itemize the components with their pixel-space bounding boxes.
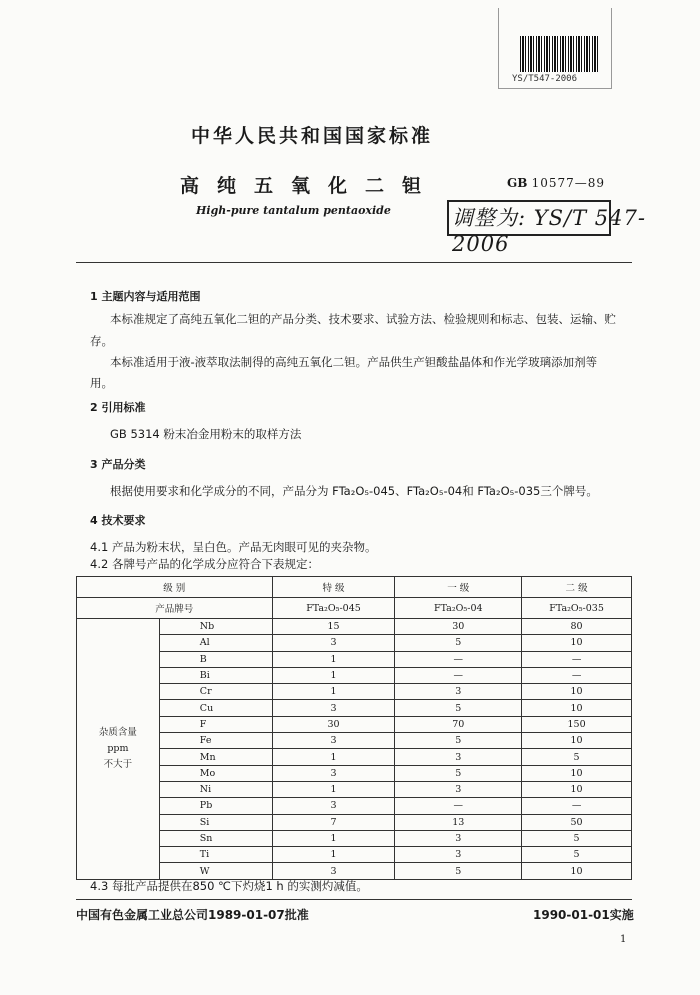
section-1-para-1-line-2: 存。 [90,334,113,348]
value-cell: 1 [272,651,395,667]
table-row [77,798,632,814]
section-4-title: 4 技术要求 [90,514,146,527]
header-divider [76,262,632,263]
chemical-composition-table [76,576,632,880]
value-cell: 10 [522,863,632,879]
section-4-2: 4.2 各牌号产品的化学成分应符合下表规定： [90,557,319,571]
brand-label: 产品牌号 [77,598,273,619]
value-cell: 80 [522,619,632,635]
section-3-text: 根据使用要求和化学成分的不同，产品分为 FTa₂O₅-045、FTa₂O₅-04和 FTa₂O₅-035三个牌号。 [110,484,598,498]
grade-special: 特 级 [272,577,395,598]
value-cell: 5 [395,765,522,781]
table-row [77,830,632,846]
table-row [77,716,632,732]
element-cell: Bi [159,667,272,683]
table-row [77,847,632,863]
value-cell: 15 [272,619,395,635]
value-cell: 3 [395,749,522,765]
value-cell: 1 [272,830,395,846]
value-cell: 10 [522,765,632,781]
value-cell: — [395,651,522,667]
value-cell: 30 [272,716,395,732]
value-cell: 5 [395,733,522,749]
document-title-english: High-pure tantalum pentaoxide [196,204,391,217]
value-cell: 10 [522,733,632,749]
value-cell: 3 [395,830,522,846]
value-cell: 150 [522,716,632,732]
section-2-reference: GB 5314 粉末冶金用粉末的取样方法 [110,427,302,441]
section-3-title: 3 产品分类 [90,458,146,471]
impurity-label [77,619,160,880]
table-row [77,619,632,635]
standard-code [507,176,605,190]
value-cell: — [395,667,522,683]
value-cell: — [395,798,522,814]
standard-number: 10577—89 [531,176,606,190]
value-cell: 70 [395,716,522,732]
approval-note: 中国有色金属工业总公司1989-01-07批准 [76,908,309,922]
value-cell: 1 [272,781,395,797]
value-cell: 1 [272,667,395,683]
table-header-brand-row [77,598,632,619]
table-row [77,651,632,667]
grade-first: 一 级 [395,577,522,598]
grade-second: 二 级 [522,577,632,598]
value-cell: 3 [272,700,395,716]
value-cell: 5 [395,700,522,716]
brand-035: FTa₂O₅-035 [522,598,632,619]
barcode-label: YS/T547-2006 [512,74,578,84]
value-cell: 5 [522,847,632,863]
section-4-3: 4.3 每批产品提供在850 ℃下灼烧1 h 的实测灼减值。 [90,879,368,893]
value-cell: 13 [395,814,522,830]
standard-prefix: GB [507,176,528,190]
document-title: 高纯五氧化二钽 [180,175,440,197]
table-row [77,700,632,716]
table-row [77,733,632,749]
footer-divider [76,899,632,900]
value-cell: 10 [522,684,632,700]
value-cell: 30 [395,619,522,635]
element-cell: Fe [159,733,272,749]
element-cell: F [159,716,272,732]
value-cell: 3 [272,863,395,879]
value-cell: — [522,667,632,683]
element-cell: Ni [159,781,272,797]
section-1-para-1-line-1: 本标准规定了高纯五氧化二钽的产品分类、技术要求、试验方法、检验规则和标志、包装、运输、贮 [110,312,616,326]
table-row [77,635,632,651]
element-cell: B [159,651,272,667]
section-2-title: 2 引用标准 [90,401,146,414]
barcode-icon [520,36,598,72]
value-cell: 3 [272,635,395,651]
impurity-label-line: ppm [107,742,129,754]
value-cell: 7 [272,814,395,830]
section-1-title: 1 主题内容与适用范围 [90,290,201,303]
value-cell: 3 [272,765,395,781]
grade-label: 级 别 [77,577,273,598]
page-number: 1 [620,934,627,945]
value-cell: 1 [272,684,395,700]
impurity-label-line: 杂质含量 [98,726,137,738]
element-cell: Ti [159,847,272,863]
value-cell: 3 [272,733,395,749]
value-cell: 3 [395,684,522,700]
value-cell: 1 [272,847,395,863]
brand-045: FTa₂O₅-045 [272,598,395,619]
element-cell: Cu [159,700,272,716]
section-4-1: 4.1 产品为粉末状，呈白色。产品无肉眼可见的夹杂物。 [90,540,377,554]
national-standard-heading: 中华人民共和国国家标准 [191,125,434,147]
table-row [77,781,632,797]
value-cell: 10 [522,635,632,651]
section-1-para-2-line-2: 用。 [90,376,113,390]
table-row [77,749,632,765]
value-cell: 5 [522,749,632,765]
table-row [77,667,632,683]
element-cell: Pb [159,798,272,814]
value-cell: 3 [395,847,522,863]
section-1-para-2-line-1: 本标准适用于液-液萃取法制得的高纯五氧化二钽。产品供生产钽酸盐晶体和作光学玻璃添加剂等 [110,355,598,369]
value-cell: 10 [522,781,632,797]
value-cell: 50 [522,814,632,830]
element-cell: Nb [159,619,272,635]
element-cell: Al [159,635,272,651]
brand-04: FTa₂O₅-04 [395,598,522,619]
value-cell: 5 [395,635,522,651]
table-row [77,765,632,781]
element-cell: Mn [159,749,272,765]
element-cell: Si [159,814,272,830]
implementation-date: 1990-01-01实施 [533,908,634,922]
value-cell: 3 [395,781,522,797]
value-cell: 3 [272,798,395,814]
value-cell: — [522,798,632,814]
table-header-grade-row [77,577,632,598]
value-cell: — [522,651,632,667]
element-cell: Sn [159,830,272,846]
value-cell: 1 [272,749,395,765]
table-row [77,814,632,830]
element-cell: Mo [159,765,272,781]
impurity-label-line: 不大于 [103,758,133,770]
element-cell: W [159,863,272,879]
element-cell: Cr [159,684,272,700]
adjustment-note: 调整为: YS/T 547-2006 [452,206,646,256]
value-cell: 10 [522,700,632,716]
value-cell: 5 [395,863,522,879]
table-row [77,684,632,700]
value-cell: 5 [522,830,632,846]
